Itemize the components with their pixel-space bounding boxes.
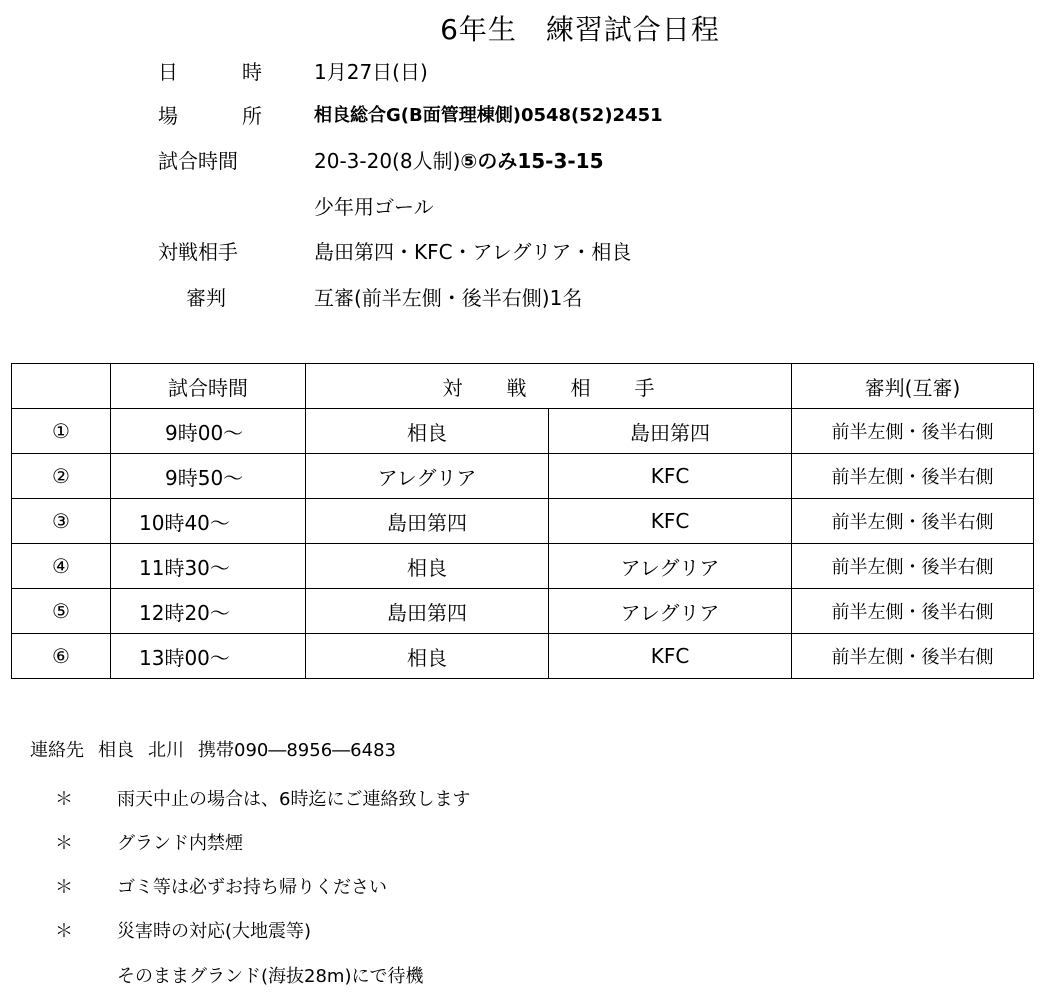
table-row — [12, 544, 1034, 589]
row-num: ② — [12, 454, 111, 499]
contact-team: 相良 — [98, 740, 134, 761]
row-num: ④ — [12, 544, 111, 589]
header-referee: 審判(互審) — [792, 364, 1034, 409]
row-time: 11時30〜 — [111, 544, 306, 589]
contact-line — [30, 737, 410, 765]
row-team-b: KFC — [549, 499, 792, 544]
info-opponents-value: 島田第四・KFC・アレグリア・相良 — [314, 240, 632, 264]
table-row — [12, 634, 1034, 679]
note-followup-text: そのままグランド(海抜28m)にで待機 — [117, 966, 424, 987]
header-num — [12, 364, 111, 409]
row-team-a: アレグリア — [306, 454, 549, 499]
row-team-b: KFC — [549, 454, 792, 499]
table-header-row — [12, 364, 1034, 409]
info-referee-value: 互審(前半左側・後半右側)1名 — [314, 286, 583, 310]
info-match-time-value: 20-3-20(8人制)⑤のみ15-3-15 — [314, 149, 604, 173]
row-team-a: 相良 — [306, 409, 549, 454]
note-text: 災害時の対応(大地震等) — [117, 921, 312, 942]
table-row — [12, 589, 1034, 634]
row-time: 13時00〜 — [111, 634, 306, 679]
row-referee: 前半左側・後半右側 — [792, 454, 1034, 499]
note-text: グランド内禁煙 — [117, 833, 243, 854]
asterisk-icon: ＊ — [55, 877, 73, 898]
row-team-b: アレグリア — [549, 589, 792, 634]
row-referee: 前半左側・後半右側 — [792, 409, 1034, 454]
contact-phone: 携帯090―8956―6483 — [198, 740, 396, 761]
table-row — [12, 454, 1034, 499]
row-num: ③ — [12, 499, 111, 544]
info-referee-label: 審判 — [186, 286, 226, 310]
row-team-a: 島田第四 — [306, 499, 549, 544]
row-team-a: 相良 — [306, 544, 549, 589]
row-referee: 前半左側・後半右側 — [792, 544, 1034, 589]
contact-label: 連絡先 — [30, 740, 84, 761]
info-place-label: 場 所 — [158, 104, 262, 128]
row-num: ⑤ — [12, 589, 111, 634]
row-team-b: アレグリア — [549, 544, 792, 589]
row-referee: 前半左側・後半右側 — [792, 589, 1034, 634]
contact-person: 北川 — [148, 740, 184, 761]
asterisk-icon: ＊ — [55, 833, 73, 854]
row-time: 9時50〜 — [111, 454, 306, 499]
row-referee: 前半左側・後半右側 — [792, 634, 1034, 679]
row-referee: 前半左側・後半右側 — [792, 499, 1034, 544]
table-row — [12, 499, 1034, 544]
row-team-a: 相良 — [306, 634, 549, 679]
row-team-b: 島田第四 — [549, 409, 792, 454]
row-team-b: KFC — [549, 634, 792, 679]
header-opponent: 対 戦 相 手 — [306, 364, 792, 409]
header-time: 試合時間 — [111, 364, 306, 409]
note-text: ゴミ等は必ずお持ち帰りください — [117, 877, 387, 898]
row-time: 10時40〜 — [111, 499, 306, 544]
info-goal-value: 少年用ゴール — [314, 195, 434, 219]
page-title: 6年生 練習試合日程 — [440, 13, 720, 46]
info-match-time-exception: ⑤のみ15-3-15 — [460, 149, 604, 173]
asterisk-icon: ＊ — [55, 789, 73, 810]
row-time: 9時00〜 — [111, 409, 306, 454]
row-num: ⑥ — [12, 634, 111, 679]
info-date-label: 日 時 — [158, 60, 262, 84]
row-num: ① — [12, 409, 111, 454]
row-team-a: 島田第四 — [306, 589, 549, 634]
schedule-table — [11, 363, 1034, 679]
asterisk-icon: ＊ — [55, 921, 73, 942]
table-row — [12, 409, 1034, 454]
info-date-value: 1月27日(日) — [314, 60, 428, 84]
row-time: 12時20〜 — [111, 589, 306, 634]
info-opponents-label: 対戦相手 — [158, 240, 238, 264]
note-text: 雨天中止の場合は、6時迄にご連絡致します — [117, 789, 471, 810]
info-match-time-label: 試合時間 — [158, 149, 238, 173]
info-place-value: 相良総合G(B面管理棟側)0548(52)2451 — [314, 105, 663, 126]
